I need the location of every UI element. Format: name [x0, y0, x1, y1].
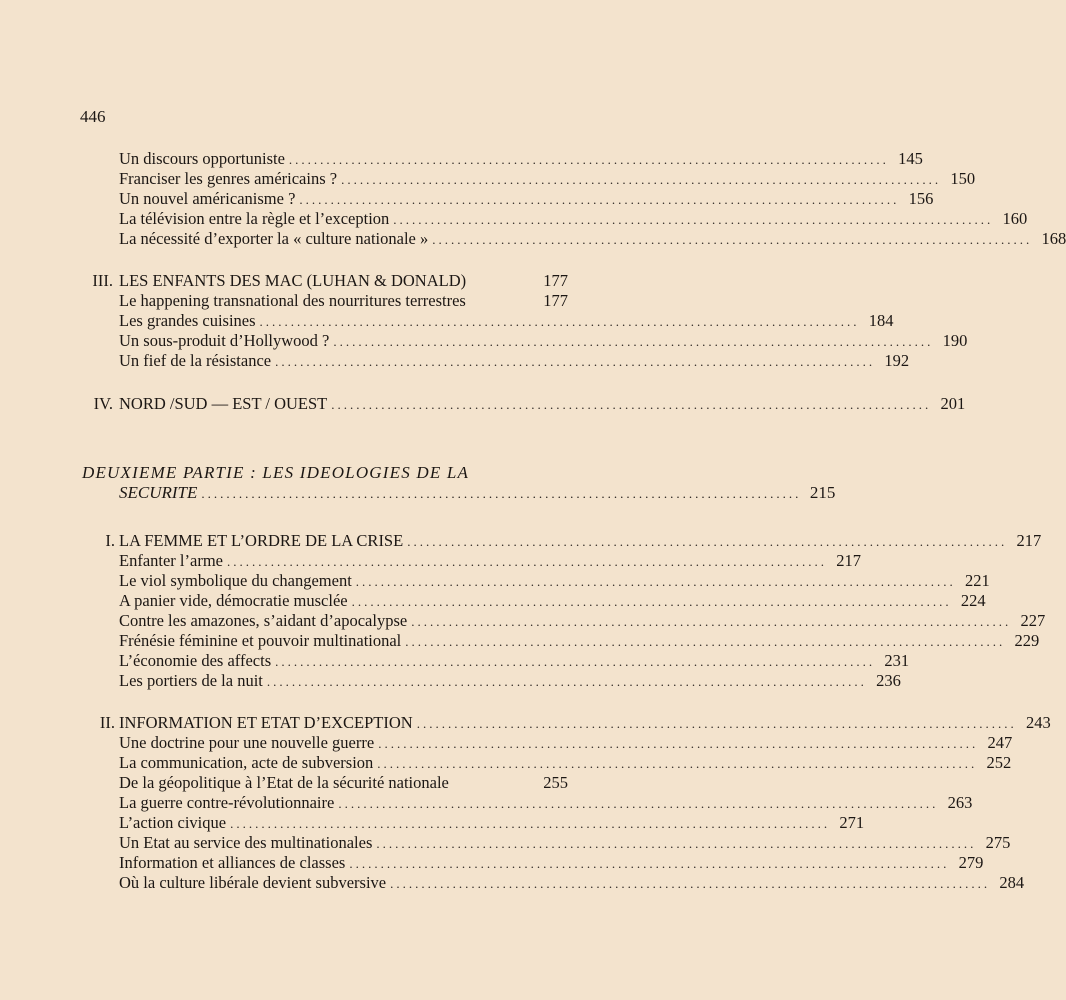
toc-entry [119, 189, 934, 209]
toc-entry [119, 773, 568, 793]
leader-dots: ................................................................................................ [411, 614, 1012, 629]
toc-entry-page: 229 [1014, 631, 1040, 650]
toc-entry [119, 331, 968, 351]
toc-entry-page: 145 [898, 149, 923, 168]
toc-entry-label: Un nouvel américanisme ? [119, 189, 296, 208]
leader-dots: ................................................................................................ [405, 634, 1006, 649]
part-title-line1: DEUXIEME PARTIE : LES IDEOLOGIES DE LA [82, 463, 470, 482]
toc-entry-label: Où la culture libérale devient subversive [119, 873, 387, 892]
leader-dots: ................................................................................................ [416, 716, 1017, 731]
section-heading [93, 394, 966, 414]
toc-entry [119, 291, 568, 311]
section-title: LES ENFANTS DES MAC (LUHAN & DONALD) [119, 271, 467, 290]
toc-entry [119, 733, 1013, 753]
leader-dots: ................................................................................................ [299, 192, 900, 207]
leader-dots: ................................................................................................ [288, 152, 889, 167]
toc-entry [119, 813, 865, 833]
leader-dots: ................................................................................................ [341, 172, 942, 187]
toc-entry-page: 156 [908, 189, 934, 208]
toc-entry-page: 160 [1002, 209, 1028, 228]
toc-entry [119, 571, 990, 591]
toc-entry-label: L’action civique [119, 813, 227, 832]
toc-entry-page: 190 [942, 331, 968, 350]
leader-dots: ................................................................................................ [266, 674, 867, 689]
toc-entry-page: 177 [543, 291, 568, 310]
toc-entry-page: 168 [1041, 229, 1066, 248]
toc-entry-page: 252 [986, 753, 1012, 772]
toc-entry [119, 753, 1012, 773]
toc-entry-label: Les grandes cuisines [119, 311, 256, 330]
toc-entry [119, 671, 901, 691]
leader-dots: ................................................................................................ [377, 756, 978, 771]
toc-entry-page: 279 [958, 853, 984, 872]
leader-dots: ................................................................................................ [230, 816, 831, 831]
section-page: 217 [1016, 531, 1042, 550]
leader-dots: ................................................................................................ [349, 856, 950, 871]
section-heading [99, 713, 1051, 733]
toc-entry-page: 221 [965, 571, 990, 590]
toc-entry-label: Information et alliances de classes [119, 853, 346, 872]
section-heading [92, 271, 568, 291]
section-heading [105, 531, 1042, 551]
toc-entry-page: 150 [950, 169, 976, 188]
toc-entry-label: De la géopolitique à l’Etat de la sécurité nationale [119, 773, 449, 792]
section-numeral: II. [99, 713, 115, 732]
toc-entry-page: 247 [987, 733, 1013, 752]
leader-dots: ................................................................................................ [351, 594, 952, 609]
section-page: 243 [1025, 713, 1051, 732]
toc-entry-page: 275 [985, 833, 1011, 852]
toc-entry-page: 263 [947, 793, 973, 812]
toc-entry-label: Le viol symbolique du changement [119, 571, 352, 590]
toc-entry-label: Un Etat au service des multinationales [119, 833, 373, 852]
toc-entry [119, 551, 861, 571]
toc-entry-label: Les portiers de la nuit [119, 671, 263, 690]
toc-entry [119, 793, 973, 813]
leader-dots: ................................................................................................ [259, 314, 860, 329]
section-title: INFORMATION ET ETAT D’EXCEPTION [119, 713, 413, 732]
leader-dots: ................................................................................................ [226, 554, 827, 569]
toc-entry-page: 231 [884, 651, 910, 670]
toc-entry-page: 192 [884, 351, 910, 370]
leader-dots: ................................................................................................ [333, 334, 934, 349]
leader-dots: ................................................................................................ [393, 212, 994, 227]
part-title-line2 [82, 483, 836, 504]
toc-entry [119, 873, 1025, 893]
section-numeral: I. [105, 531, 115, 550]
page-number: 446 [80, 107, 106, 126]
leader-dots: ................................................................................................ [201, 486, 802, 501]
toc-entry [119, 591, 986, 611]
toc-entry [119, 651, 910, 671]
toc-entry-label: La nécessité d’exporter la « culture nationale » [119, 229, 429, 248]
toc-entry [119, 149, 923, 169]
leader-dots: ................................................................................................ [275, 354, 876, 369]
toc-entry-label: Contre les amazones, s’aidant d’apocalypse [119, 611, 408, 630]
toc-entry-page: 184 [868, 311, 894, 330]
toc-entry-label: Un fief de la résistance [119, 351, 272, 370]
toc-entry [119, 833, 1011, 853]
section-title: LA FEMME ET L’ORDRE DE LA CRISE [119, 531, 404, 550]
toc-entry-label: A panier vide, démocratie musclée [119, 591, 348, 610]
toc-entry-page: 227 [1020, 611, 1046, 630]
section-page: 201 [940, 394, 966, 413]
leader-dots: ................................................................................................ [378, 736, 979, 751]
section-numeral: III. [92, 271, 113, 290]
toc-entry-page: 271 [839, 813, 865, 832]
toc-entry [119, 169, 976, 189]
leader-dots: ................................................................................................ [275, 654, 876, 669]
part-page: 215 [809, 483, 836, 502]
leader-dots: ................................................................................................ [390, 876, 991, 891]
toc-entry-label: La télévision entre la règle et l’exception [119, 209, 390, 228]
toc-entry-label: La communication, acte de subversion [119, 753, 374, 772]
leader-dots: ................................................................................................ [376, 836, 977, 851]
toc-entry-label: L’économie des affects [119, 651, 272, 670]
part-title-line2-label: SECURITE [119, 483, 198, 502]
toc-entry [119, 631, 1040, 651]
toc-entry-label: Un discours opportuniste [119, 149, 285, 168]
leader-dots: ................................................................................................ [407, 534, 1008, 549]
toc-entry [119, 853, 984, 873]
toc-entry [119, 311, 894, 331]
toc-entry-page: 224 [960, 591, 986, 610]
toc-entry-page: 217 [836, 551, 861, 570]
toc-entry-label: La guerre contre-révolutionnaire [119, 793, 335, 812]
toc-entry-label: Enfanter l’arme [119, 551, 223, 570]
toc-entry-label: Le happening transnational des nourritures terrestres [119, 291, 466, 310]
leader-dots: ................................................................................................ [432, 232, 1033, 247]
leader-dots: ................................................................................................ [331, 397, 932, 412]
toc-entry-label: Franciser les genres américains ? [119, 169, 338, 188]
toc-entry-page: 255 [543, 773, 568, 792]
toc-entry-page: 284 [999, 873, 1025, 892]
toc-entry [119, 229, 1066, 249]
toc-entry-label: Frénésie féminine et pouvoir multinational [119, 631, 402, 650]
toc-entry-label: Une doctrine pour une nouvelle guerre [119, 733, 375, 752]
toc-entry [119, 351, 910, 371]
toc-entry-label: Un sous-produit d’Hollywood ? [119, 331, 330, 350]
toc-entry [119, 209, 1028, 229]
leader-dots: ................................................................................................ [338, 796, 939, 811]
part-heading [82, 463, 836, 504]
section-numeral: IV. [93, 394, 113, 413]
leader-dots: ................................................................................................ [355, 574, 956, 589]
section-title: NORD /SUD — EST / OUEST [119, 394, 328, 413]
section-page: 177 [543, 271, 568, 290]
toc-entry-page: 236 [876, 671, 901, 690]
toc-entry [119, 611, 1046, 631]
